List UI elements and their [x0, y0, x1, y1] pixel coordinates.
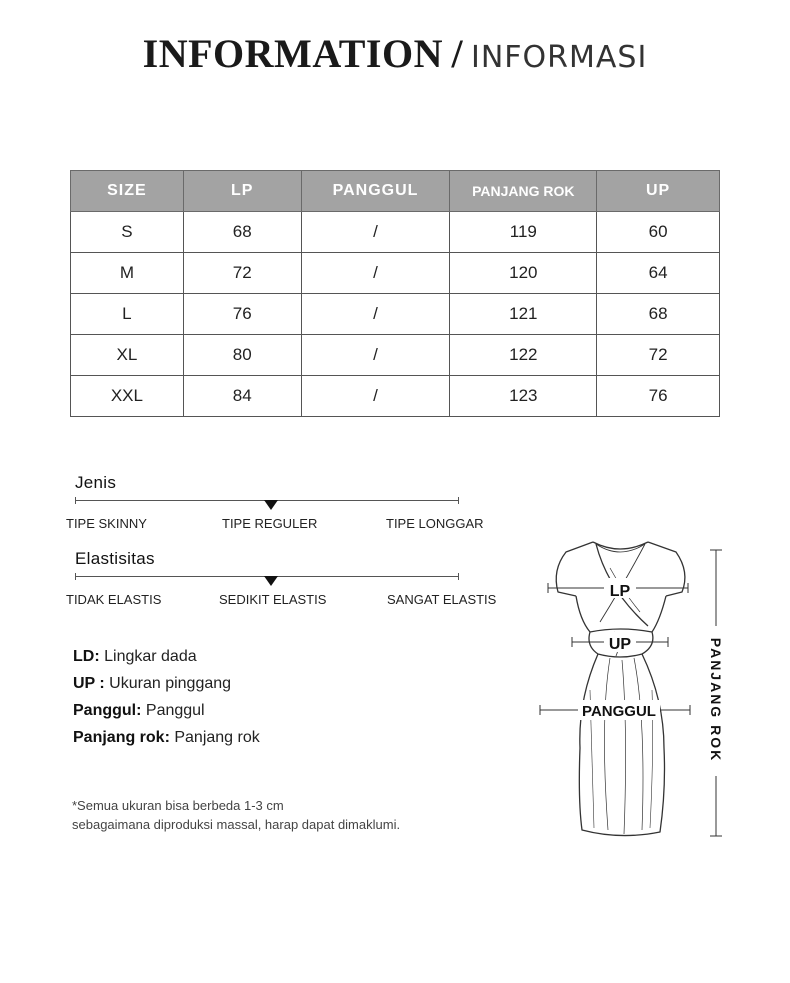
cell-panggul: / — [301, 376, 450, 417]
cell-up: 60 — [597, 212, 720, 253]
table-row — [71, 253, 720, 294]
legend-value: Panggul — [145, 702, 205, 719]
jenis-label-skinny: TIPE SKINNY — [66, 516, 147, 531]
note-line-1: *Semua ukuran bisa berbeda 1-3 cm — [72, 798, 284, 813]
label-panjang-rok: PANJANG ROK — [708, 637, 724, 763]
cell-lp: 72 — [183, 253, 301, 294]
elastisitas-tick-start — [75, 573, 76, 580]
legend-key: LD: — [73, 648, 100, 665]
page-title — [0, 30, 790, 77]
size-note — [72, 796, 400, 834]
jenis-label-reguler: TIPE REGULER — [222, 516, 318, 531]
header-panjang-rok: PANJANG ROK — [450, 171, 597, 212]
elastisitas-tick-end — [458, 573, 459, 580]
cell-panggul: / — [301, 253, 450, 294]
cell-size: M — [71, 253, 184, 294]
cell-size: XL — [71, 335, 184, 376]
header-up: UP — [597, 171, 720, 212]
cell-panjang-rok: 119 — [450, 212, 597, 253]
legend-item-up — [73, 675, 231, 693]
title-main: INFORMATION — [142, 31, 443, 76]
cell-lp: 84 — [183, 376, 301, 417]
legend-key: Panjang rok: — [73, 729, 170, 746]
label-up: UP — [608, 636, 632, 653]
elastisitas-label-sedikit: SEDIKIT ELASTIS — [219, 592, 327, 607]
elastisitas-marker-icon — [264, 576, 278, 586]
legend-item-panjang-rok — [73, 729, 260, 747]
cell-up: 68 — [597, 294, 720, 335]
cell-lp: 76 — [183, 294, 301, 335]
legend-value: Ukuran pinggang — [109, 675, 232, 692]
header-size: SIZE — [71, 171, 184, 212]
cell-size: S — [71, 212, 184, 253]
table-row — [71, 335, 720, 376]
legend-value: Panjang rok — [174, 729, 260, 746]
legend-item-ld — [73, 648, 197, 666]
elastisitas-label-sangat: SANGAT ELASTIS — [387, 592, 497, 607]
dress-diagram — [530, 530, 740, 850]
table-row — [71, 376, 720, 417]
header-lp: LP — [183, 171, 301, 212]
cell-panggul: / — [301, 212, 450, 253]
label-lp: LP — [609, 583, 631, 600]
cell-lp: 68 — [183, 212, 301, 253]
size-table — [70, 170, 720, 417]
cell-up: 76 — [597, 376, 720, 417]
jenis-title: Jenis — [75, 473, 117, 492]
cell-panjang-rok: 121 — [450, 294, 597, 335]
table-row — [71, 294, 720, 335]
label-panggul: PANGGUL — [582, 703, 656, 720]
title-slash: / — [451, 31, 463, 76]
cell-size: XXL — [71, 376, 184, 417]
jenis-label-longgar: TIPE LONGGAR — [386, 516, 484, 531]
jenis-tick-start — [75, 497, 76, 504]
note-line-2: sebagaimana diproduksi massal, harap dapat dimaklumi. — [72, 817, 401, 832]
cell-up: 72 — [597, 335, 720, 376]
cell-up: 64 — [597, 253, 720, 294]
cell-panggul: / — [301, 294, 450, 335]
cell-panjang-rok: 120 — [450, 253, 597, 294]
cell-panjang-rok: 122 — [450, 335, 597, 376]
jenis-marker-icon — [264, 500, 278, 510]
table-header-row — [71, 171, 720, 212]
cell-size: L — [71, 294, 184, 335]
cell-panjang-rok: 123 — [450, 376, 597, 417]
table-row — [71, 212, 720, 253]
cell-panggul: / — [301, 335, 450, 376]
header-panggul: PANGGUL — [301, 171, 450, 212]
title-sub: INFORMASI — [471, 40, 648, 75]
legend-key: UP : — [73, 675, 105, 692]
elastisitas-label-tidak: TIDAK ELASTIS — [66, 592, 162, 607]
jenis-tick-end — [458, 497, 459, 504]
legend-key: Panggul: — [73, 702, 142, 719]
legend-value: Lingkar dada — [104, 648, 197, 665]
elastisitas-title: Elastisitas — [75, 549, 155, 568]
cell-lp: 80 — [183, 335, 301, 376]
legend-item-panggul — [73, 702, 205, 720]
